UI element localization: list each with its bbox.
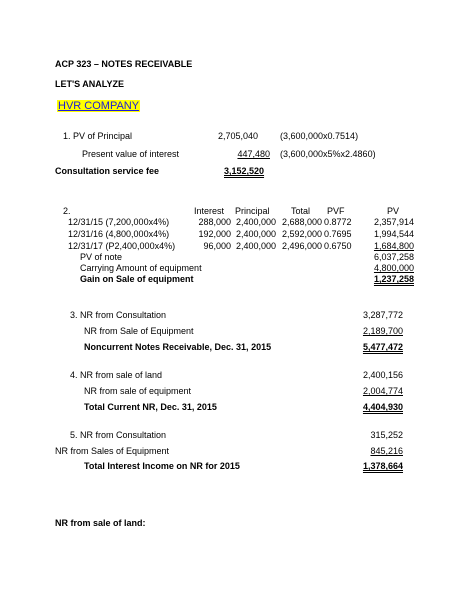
s5-line1-value: 315,252 [370,430,403,440]
s3-line1-label: 3. NR from Consultation [70,310,167,320]
col-header-pv: PV [387,206,400,216]
row-3-principal: 2,400,000 [235,241,276,251]
row-1-pvf: 0.8772 [324,217,352,227]
row-1-pv: 2,357,914 [373,217,414,227]
row-1-principal: 2,400,000 [235,217,276,227]
row-3-pv: 1,684,800 [373,241,414,251]
s5-total-label: Total Interest Income on NR for 2015 [84,461,240,471]
s3-total-value: 5,477,472 [362,342,403,352]
pv-principal-label: 1. PV of Principal [63,131,133,141]
s4-total-value: 4,404,930 [362,402,403,412]
s4-line1-value: 2,400,156 [362,370,403,380]
pv-principal-calc: (3,600,000x0.7514) [280,131,359,141]
row-3-total: 2,496,000 [281,241,322,251]
s5-total-value: 1,378,664 [362,461,403,471]
document-title: ACP 323 – NOTES RECEIVABLE [55,59,193,69]
s5-line1-label: 5. NR from Consultation [70,430,167,440]
row-2-interest: 192,000 [198,229,231,239]
document-subtitle: LET'S ANALYZE [55,79,124,89]
section2-number: 2. [63,206,71,216]
pv-interest-label: Present value of interest [82,149,180,159]
pv-interest-calc: (3,600,000x5%x2.4860) [280,149,376,159]
company-name [57,101,140,112]
s4-line2-value: 2,004,774 [362,386,403,396]
s4-line2-label: NR from sale of equipment [84,386,192,396]
carrying-amount-value: 4,800,000 [373,263,414,273]
pv-note-value: 6,037,258 [373,252,414,262]
s3-total-label: Noncurrent Notes Receivable, Dec. 31, 2015 [84,342,272,352]
row-1-interest: 288,000 [198,217,231,227]
row-3-pvf: 0.6750 [324,241,352,251]
row-2-total: 2,592,000 [281,229,322,239]
company-name-highlight: HVR COMPANY [58,100,140,112]
col-header-total: Total [291,206,311,216]
row-1-label: 12/31/15 (7,200,000x4%) [68,217,170,227]
pv-interest-value: 447,480 [237,149,270,159]
row-2-pvf: 0.7695 [324,229,352,239]
pv-principal-value: 2,705,040 [218,131,259,141]
carrying-amount-label: Carrying Amount of equipment [80,263,202,273]
col-header-principal: Principal [235,206,270,216]
row-2-pv: 1,994,544 [373,229,414,239]
s4-total-label: Total Current NR, Dec. 31, 2015 [84,402,217,412]
pv-note-label: PV of note [80,252,123,262]
s5-line2-label: NR from Sales of Equipment [55,446,170,456]
row-1-total: 2,688,000 [281,217,322,227]
row-3-label: 12/31/17 (P2,400,000x4%) [68,241,176,251]
gain-value: 1,237,258 [373,274,414,284]
s3-line2-value: 2,189,700 [362,326,403,336]
gain-label: Gain on Sale of equipment [80,274,194,284]
s3-line1-value: 3,287,772 [362,310,403,320]
s4-line1-label: 4. NR from sale of land [70,370,163,380]
col-header-interest: Interest [194,206,225,216]
fee-value: 3,152,520 [224,166,265,176]
s5-line2-value: 845,216 [370,446,403,456]
fee-label: Consultation service fee [55,166,160,176]
row-3-interest: 96,000 [203,241,231,251]
row-2-label: 12/31/16 (4,800,000x4%) [68,229,170,239]
row-2-principal: 2,400,000 [235,229,276,239]
footer-label: NR from sale of land: [55,518,146,528]
col-header-pvf: PVF [327,206,345,216]
s3-line2-label: NR from Sale of Equipment [84,326,194,336]
